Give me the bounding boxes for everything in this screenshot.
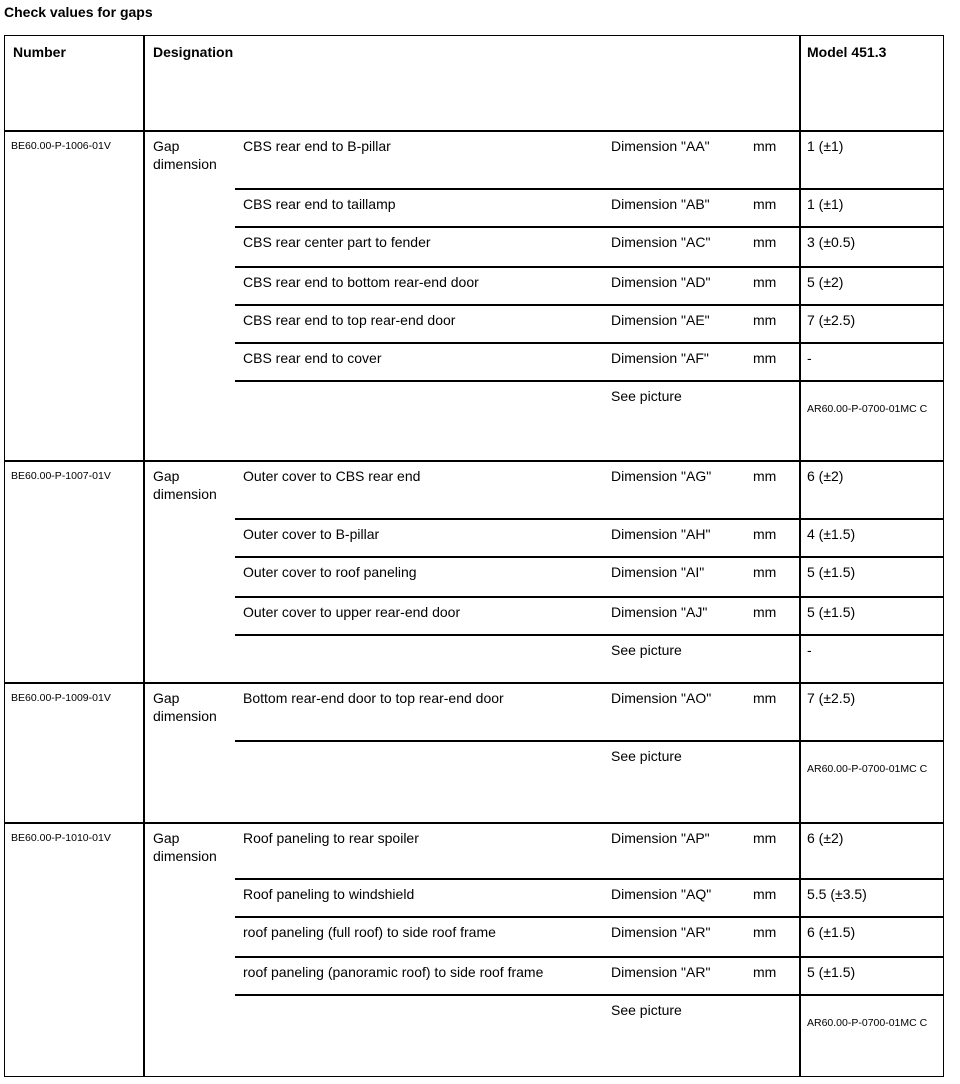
- group-divider: [5, 682, 943, 684]
- row-divider: [235, 994, 943, 996]
- row-dimension: Dimension "AQ": [611, 886, 712, 902]
- row-unit: mm: [753, 564, 777, 580]
- row-unit: mm: [753, 138, 777, 154]
- row-unit: mm: [753, 886, 777, 902]
- row-dimension: Dimension "AF": [611, 350, 709, 366]
- row-description: Roof paneling to windshield: [243, 886, 415, 902]
- row-description: Outer cover to roof paneling: [243, 564, 417, 580]
- row-description: Outer cover to CBS rear end: [243, 468, 421, 484]
- row-divider: [235, 518, 943, 520]
- row-description: roof paneling (panoramic roof) to side roof frame: [243, 964, 544, 980]
- row-divider: [235, 380, 943, 382]
- row-value: 7 (±2.5): [807, 690, 856, 706]
- page-title: Check values for gaps: [4, 4, 153, 20]
- row-description: CBS rear end to taillamp: [243, 196, 396, 212]
- picture-reference: AR60.00-P-0700-01MC C: [807, 403, 928, 415]
- row-divider: [235, 342, 943, 344]
- row-dimension: Dimension "AH": [611, 526, 711, 542]
- row-description: CBS rear end to B-pillar: [243, 138, 391, 154]
- row-divider: [235, 878, 943, 880]
- row-value: 5 (±2): [807, 274, 844, 290]
- row-description: Outer cover to upper rear-end door: [243, 604, 461, 620]
- row-dimension: Dimension "AO": [611, 690, 712, 706]
- row-number: BE60.00-P-1010-01V: [11, 832, 111, 844]
- row-number: BE60.00-P-1009-01V: [11, 692, 111, 704]
- row-unit: mm: [753, 604, 777, 620]
- picture-reference: AR60.00-P-0700-01MC C: [807, 763, 928, 775]
- row-divider: [235, 596, 943, 598]
- row-dimension: Dimension "AJ": [611, 604, 708, 620]
- row-unit: mm: [753, 274, 777, 290]
- group-divider: [5, 460, 943, 462]
- row-description: CBS rear end to cover: [243, 350, 382, 366]
- row-dimension: Dimension "AC": [611, 234, 711, 250]
- row-value: 6 (±2): [807, 830, 844, 846]
- row-value: 4 (±1.5): [807, 526, 856, 542]
- row-dimension: Dimension "AA": [611, 138, 710, 154]
- picture-reference: AR60.00-P-0700-01MC C: [807, 1017, 928, 1029]
- row-designation: Gap dimension: [153, 830, 217, 864]
- row-value: -: [807, 350, 812, 366]
- row-divider: [235, 188, 943, 190]
- column-divider: [143, 36, 145, 1076]
- row-dimension: Dimension "AD": [611, 274, 711, 290]
- row-description: Bottom rear-end door to top rear-end door: [243, 690, 504, 706]
- row-unit: mm: [753, 830, 777, 846]
- column-header-model: Model 451.3: [807, 44, 887, 60]
- see-picture-label: See picture: [611, 748, 682, 764]
- row-divider: [235, 304, 943, 306]
- row-divider: [235, 634, 943, 636]
- row-dimension: Dimension "AR": [611, 964, 711, 980]
- row-unit: mm: [753, 350, 777, 366]
- row-value: 5 (±1.5): [807, 604, 856, 620]
- row-dimension: Dimension "AP": [611, 830, 710, 846]
- see-picture-label: See picture: [611, 388, 682, 404]
- row-value: 3 (±0.5): [807, 234, 856, 250]
- row-value: 1 (±1): [807, 196, 844, 212]
- row-unit: mm: [753, 964, 777, 980]
- row-divider: [235, 916, 943, 918]
- row-designation: Gap dimension: [153, 138, 217, 172]
- row-unit: mm: [753, 526, 777, 542]
- row-divider: [235, 956, 943, 958]
- row-unit: mm: [753, 468, 777, 484]
- row-description: CBS rear end to top rear-end door: [243, 312, 456, 328]
- row-designation: Gap dimension: [153, 690, 217, 724]
- column-header-number: Number: [13, 44, 66, 60]
- row-value: -: [807, 642, 812, 658]
- row-dimension: Dimension "AB": [611, 196, 710, 212]
- row-unit: mm: [753, 924, 777, 940]
- row-value: 7 (±2.5): [807, 312, 856, 328]
- row-number: BE60.00-P-1006-01V: [11, 140, 111, 152]
- row-dimension: Dimension "AE": [611, 312, 710, 328]
- row-divider: [235, 556, 943, 558]
- row-divider: [235, 740, 943, 742]
- row-description: CBS rear center part to fender: [243, 234, 431, 250]
- row-description: CBS rear end to bottom rear-end door: [243, 274, 479, 290]
- row-unit: mm: [753, 312, 777, 328]
- row-dimension: Dimension "AG": [611, 468, 712, 484]
- row-value: 5 (±1.5): [807, 964, 856, 980]
- header-divider: [5, 130, 943, 132]
- row-value: 5 (±1.5): [807, 564, 856, 580]
- row-dimension: Dimension "AR": [611, 924, 711, 940]
- row-description: Roof paneling to rear spoiler: [243, 830, 419, 846]
- row-description: Outer cover to B-pillar: [243, 526, 380, 542]
- column-header-designation: Designation: [153, 44, 234, 60]
- gap-values-table: [4, 35, 944, 1077]
- see-picture-label: See picture: [611, 1002, 682, 1018]
- row-dimension: Dimension "AI": [611, 564, 705, 580]
- row-value: 5.5 (±3.5): [807, 886, 867, 902]
- row-unit: mm: [753, 234, 777, 250]
- row-designation: Gap dimension: [153, 468, 217, 502]
- row-value: 6 (±1.5): [807, 924, 856, 940]
- row-value: 6 (±2): [807, 468, 844, 484]
- row-divider: [235, 266, 943, 268]
- see-picture-label: See picture: [611, 642, 682, 658]
- row-value: 1 (±1): [807, 138, 844, 154]
- row-description: roof paneling (full roof) to side roof frame: [243, 924, 496, 940]
- group-divider: [5, 822, 943, 824]
- row-unit: mm: [753, 196, 777, 212]
- row-divider: [235, 226, 943, 228]
- row-number: BE60.00-P-1007-01V: [11, 470, 111, 482]
- row-unit: mm: [753, 690, 777, 706]
